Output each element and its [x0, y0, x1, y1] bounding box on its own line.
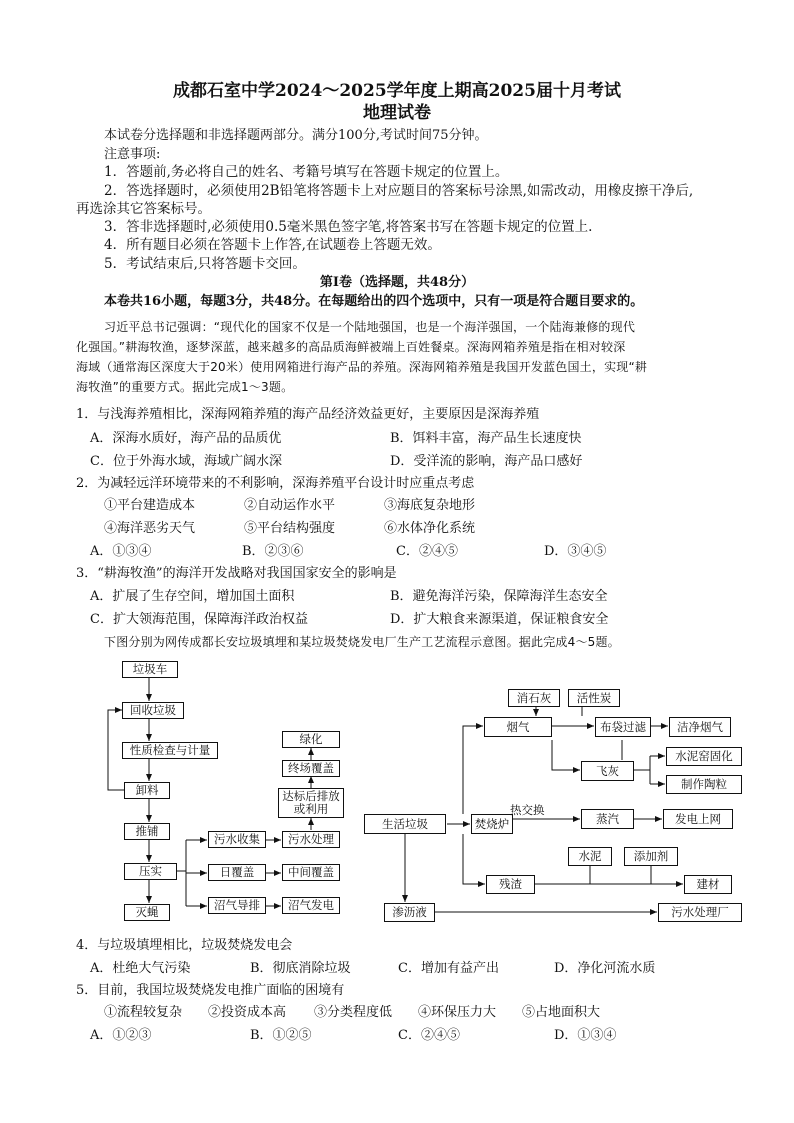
- box-intermediate-cover: 中间覆盖: [282, 864, 340, 881]
- question-3-stem: 3．“耕海牧渔”的海洋开发战略对我国国家安全的影响是: [76, 566, 397, 581]
- box-sewage-plant: 污水处理厂: [658, 903, 742, 922]
- q3-option-d[interactable]: D．扩大粮食来源渠道，保证粮食安全: [390, 612, 609, 627]
- box-building-material: 建材: [684, 875, 732, 894]
- q2-item-2: ②自动运作水平: [244, 498, 336, 513]
- q2-option-b[interactable]: B．②③⑥: [242, 544, 304, 559]
- box-final-cover: 终场覆盖: [282, 760, 340, 777]
- box-biogas-power: 沼气发电: [282, 897, 340, 914]
- box-cement-kiln: 水泥窑固化: [666, 747, 742, 766]
- q4-option-c[interactable]: C．增加有益产出: [398, 961, 499, 976]
- note-2: 2．答选择题时，必须使用2B铅笔将答题卡上对应题目的答案标号涂黑,如需改动，用橡皮擦干净后,: [104, 183, 694, 199]
- q1-option-c[interactable]: C．位于外海水域，海域广阔水深: [90, 454, 282, 469]
- box-slag: 残渣: [486, 875, 535, 894]
- passage1-line-4: 海牧渔”的重要方式。据此完成1～3题。: [76, 380, 294, 394]
- note-4: 4．所有题目必须在答题卡上作答,在试题卷上答题无效。: [104, 237, 441, 253]
- box-recycle-garbage: 回收垃圾: [122, 702, 184, 719]
- q4-option-d[interactable]: D．净化河流水质: [554, 961, 656, 976]
- q3-option-a[interactable]: A．扩展了生存空间，增加国土面积: [90, 589, 295, 604]
- section-instruction: 本卷共16小题，每题3分，共48分。在每题给出的四个选项中，只有一项是符合题目要求的。: [104, 294, 644, 309]
- box-unloading: 卸料: [124, 782, 170, 799]
- note-2-cont: 再选涂其它答案标号。: [76, 201, 211, 217]
- q1-option-a[interactable]: A．深海水质好，海产品的品质优: [90, 431, 282, 446]
- box-inspection-metering: 性质检查与计量: [122, 742, 218, 759]
- passage1-line-3: 海域（通常海区深度大于20米）使用网箱进行海产品的养殖。深海网箱养殖是我国开发蓝色国土，实现“耕: [76, 360, 648, 374]
- box-activated-carbon: 活性炭: [568, 689, 620, 707]
- note-1: 1．答题前,务必将自己的姓名、考籍号填写在答题卡规定的位置上。: [104, 164, 509, 180]
- q2-option-a[interactable]: A．①③④: [90, 544, 152, 559]
- exam-title: 成都石室中学2024～2025学年度上期高2025届十月考试: [173, 81, 621, 101]
- box-household-waste: 生活垃圾: [364, 814, 446, 834]
- notes-title: 注意事项:: [104, 147, 161, 162]
- box-clean-flue-gas: 洁净烟气: [669, 717, 731, 737]
- box-greening: 绿化: [282, 731, 340, 748]
- intro-text: 本试卷分选择题和非选择题两部分。满分100分,考试时间75分钟。: [104, 128, 488, 143]
- q2-option-c[interactable]: C．②④⑤: [396, 544, 458, 559]
- box-garbage-truck: 垃圾车: [122, 661, 178, 678]
- q2-item-1: ①平台建造成本: [104, 498, 196, 513]
- question-1-stem: 1．与浅海养殖相比，深海网箱养殖的海产品经济效益更好，主要原因是深海养殖: [76, 407, 540, 422]
- note-3: 3．答非选择题时,必须使用0.5毫米黑色签字笔,将答案书写在答题卡规定的位置上.: [104, 219, 593, 235]
- question-2-stem: 2．为减轻远洋环境带来的不利影响，深海养殖平台设计时应重点考虑: [76, 476, 475, 491]
- box-ceramsite: 制作陶粒: [666, 775, 742, 794]
- box-leachate: 渗沥液: [384, 903, 435, 922]
- q4-option-b[interactable]: B．彻底消除垃圾: [250, 961, 351, 976]
- q5-option-c[interactable]: C．②④⑤: [398, 1028, 460, 1043]
- q5-option-a[interactable]: A．①②③: [90, 1028, 152, 1043]
- passage2-text: 下图分别为网传成都长安垃圾填埋和某垃圾焚烧发电厂生产工艺流程示意图。据此完成4～5题。: [104, 635, 620, 649]
- q5-item-4: ④环保压力大: [418, 1005, 497, 1020]
- box-sewage-collection: 污水收集: [208, 831, 266, 848]
- q4-option-a[interactable]: A．杜绝大气污染: [90, 961, 191, 976]
- box-slaked-lime: 消石灰: [508, 689, 560, 707]
- box-sewage-treatment: 污水处理: [282, 831, 340, 848]
- box-discharge-reuse: 达标后排放或利用: [278, 788, 344, 818]
- question-4-stem: 4．与垃圾填埋相比，垃圾焚烧发电会: [76, 938, 293, 953]
- q2-item-6: ⑥水体净化系统: [384, 521, 476, 536]
- question-5-stem: 5．目前，我国垃圾焚烧发电推广面临的困境有: [76, 983, 345, 998]
- box-fly-control: 灭蝇: [124, 904, 170, 921]
- box-biogas-drainage: 沼气导排: [208, 897, 266, 914]
- passage1-line-1: 习近平总书记强调：“现代化的国家不仅是一个陆地强国，也是一个海洋强国，一个陆海兼修的现代: [104, 320, 636, 334]
- q2-item-4: ④海洋恶劣天气: [104, 521, 196, 536]
- box-fly-ash: 飞灰: [581, 761, 634, 781]
- q5-item-2: ②投资成本高: [208, 1005, 287, 1020]
- q2-item-5: ⑤平台结构强度: [244, 521, 336, 536]
- box-spreading: 推铺: [124, 823, 170, 840]
- q1-option-d[interactable]: D．受洋流的影响，海产品口感好: [390, 454, 583, 469]
- box-steam: 蒸汽: [581, 809, 634, 829]
- box-power-grid: 发电上网: [663, 809, 733, 829]
- box-flue-gas: 烟气: [484, 717, 552, 737]
- section-title: 第Ⅰ卷（选择题，共48分）: [319, 275, 475, 290]
- label-heat-exchange: 热交换: [510, 803, 545, 817]
- box-additive: 添加剂: [624, 847, 678, 866]
- exam-subject: 地理试卷: [363, 103, 431, 123]
- q5-item-5: ⑤占地面积大: [522, 1005, 601, 1020]
- box-bag-filter: 布袋过滤: [595, 717, 651, 737]
- q2-item-3: ③海底复杂地形: [384, 498, 476, 513]
- box-daily-cover: 日覆盖: [208, 864, 266, 881]
- box-incinerator: 焚烧炉: [471, 814, 513, 834]
- q2-option-d[interactable]: D．③④⑤: [544, 544, 607, 559]
- note-5: 5．考试结束后,只将答题卡交回。: [104, 256, 306, 272]
- q3-option-c[interactable]: C．扩大领海范围，保障海洋政治权益: [90, 612, 308, 627]
- q5-option-d[interactable]: D．①③④: [554, 1028, 617, 1043]
- q1-option-b[interactable]: B．饵料丰富，海产品生长速度快: [390, 431, 582, 446]
- q3-option-b[interactable]: B．避免海洋污染，保障海洋生态安全: [390, 589, 608, 604]
- q5-item-3: ③分类程度低: [314, 1005, 393, 1020]
- box-compaction: 压实: [124, 863, 177, 880]
- q5-item-1: ①流程较复杂: [104, 1005, 183, 1020]
- box-cement: 水泥: [568, 847, 612, 866]
- passage1-line-2: 化强国。”耕海牧渔，逐梦深蓝，越来越多的高品质海鲜被端上百姓餐桌。深海网箱养殖是指在相对较深: [76, 340, 626, 354]
- q5-option-b[interactable]: B．①②⑤: [250, 1028, 312, 1043]
